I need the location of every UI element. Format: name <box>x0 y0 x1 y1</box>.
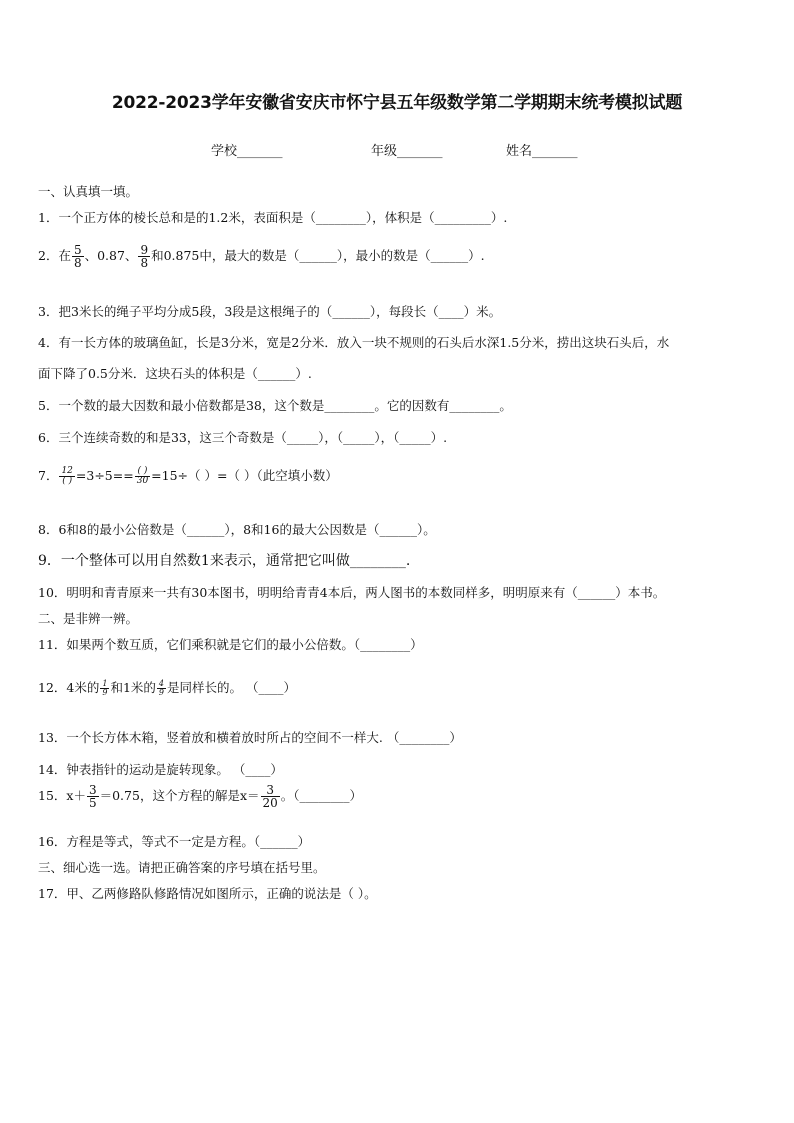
question-13: 13．一个长方体木箱，竖着放和横着放时所占的空间不一样大. （________） <box>38 730 462 745</box>
question-16: 16．方程是等式，等式不一定是方程。（______） <box>38 834 311 849</box>
question-12-text-a: 12．4米的 <box>38 680 100 695</box>
question-11: 11．如果两个数互质，它们乘积就是它们的最小公倍数。（________） <box>38 637 423 652</box>
fraction-denominator: 8 <box>140 256 149 270</box>
question-15-text-c: 。（________） <box>280 788 363 803</box>
fraction-1-9 <box>100 680 109 697</box>
question-7-text-a: 7． <box>38 468 59 483</box>
question-5: 5．一个数的最大因数和最小倍数都是38，这个数是________。它的因数有________。 <box>38 398 512 413</box>
fraction-12-blank <box>59 467 74 486</box>
fraction-denominator: 30 <box>136 476 149 486</box>
question-8: 8．6和8的最小公倍数是（______），8和16的最大公因数是（______）。 <box>38 522 436 537</box>
fraction-denominator: 9 <box>102 688 108 697</box>
question-12-text-b: 和1米的 <box>110 680 156 695</box>
question-10: 10．明明和青青原来一共有30本图书，明明给青青4本后，两人图书的本数同样多，明明原来有（______）本书。 <box>38 585 666 600</box>
fraction-numerator: 3 <box>261 784 280 797</box>
fraction-denominator: 9 <box>158 688 164 697</box>
document-title: 2022-2023学年安徽省安庆市怀宁县五年级数学第二学期期末统考模拟试题 <box>111 93 683 113</box>
fraction-numerator: ( ) <box>135 467 150 477</box>
section-heading-3: 三、细心选一选。请把正确答案的序号填在括号里。 <box>38 860 326 875</box>
question-6: 6．三个连续奇数的和是33，这三个奇数是（_____），（_____），（_____）. <box>38 430 448 445</box>
fraction-numerator: 12 <box>61 466 73 476</box>
fraction-3-20 <box>261 784 280 809</box>
question-2-text-a: 2．在 <box>38 248 71 263</box>
fraction-denominator: ( ) <box>62 476 73 486</box>
question-15-text-a: 15．x＋ <box>38 788 86 803</box>
question-15-text-b: ＝0.75，这个方程的解是x＝ <box>99 788 260 803</box>
question-9: 9．一个整体可以用自然数1来表示，通常把它叫做________. <box>38 553 411 569</box>
fraction-numerator: 5 <box>73 243 82 257</box>
question-17: 17．甲、乙两修路队修路情况如图所示，正确的说法是（ ）。 <box>38 886 377 901</box>
question-2 <box>38 244 485 269</box>
question-3: 3．把3米长的绳子平均分成5段，3段是这根绳子的（______），每段长（____）米。 <box>38 304 502 319</box>
fraction-5-8 <box>72 244 84 269</box>
fraction-denominator: 20 <box>262 796 278 810</box>
fraction-numerator: 9 <box>140 243 149 257</box>
fraction-blank-30 <box>135 467 150 486</box>
grade-field: 年级_______ <box>371 144 443 159</box>
fraction-numerator: 3 <box>88 783 97 797</box>
question-7-text-b: =3÷5== <box>75 468 134 483</box>
question-15 <box>38 784 362 809</box>
question-2-text-c: 和0.875中，最大的数是（______），最小的数是（______）. <box>151 248 485 263</box>
question-12 <box>38 678 296 697</box>
fraction-3-5 <box>87 784 99 809</box>
name-field: 姓名_______ <box>506 144 578 159</box>
section-heading-2: 二、是非辨一辨。 <box>38 611 139 626</box>
fraction-numerator: 4 <box>158 679 164 688</box>
question-4-line-1: 4．有一长方体的玻璃鱼缸，长是3分米，宽是2分米．放入一块不规则的石头后水深1.5分米，捞出这块石头后，水 <box>38 335 670 350</box>
question-2-text-b: 、0.87、 <box>84 248 138 263</box>
fraction-denominator: 8 <box>73 256 82 270</box>
question-7-text-c: =15÷（ ）=（ ）（此空填小数） <box>151 468 338 483</box>
question-12-text-c: 是同样长的。 （____） <box>167 680 296 695</box>
question-4-line-2: 面下降了0.5分米．这块石头的体积是（______）. <box>38 366 312 381</box>
school-field: 学校_______ <box>211 144 283 159</box>
question-1: 1．一个正方体的棱长总和是的1.2米，表面积是（________），体积是（_________）. <box>38 210 508 225</box>
fraction-9-8 <box>138 244 150 269</box>
fraction-denominator: 5 <box>88 796 97 810</box>
section-heading-1: 一、认真填一填。 <box>38 184 139 199</box>
fraction-numerator: 1 <box>102 679 108 688</box>
question-14: 14．钟表指针的运动是旋转现象。 （____） <box>38 762 283 777</box>
fraction-4-9 <box>157 680 166 697</box>
question-7 <box>38 466 338 486</box>
